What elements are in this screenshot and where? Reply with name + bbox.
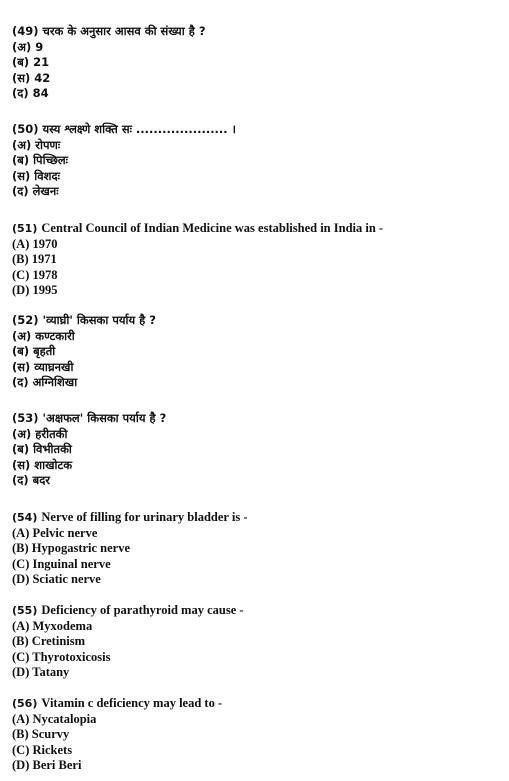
option-b: (B) Cretinism	[12, 634, 86, 648]
question-50	[12, 122, 502, 200]
question-text: 'अक्षफल' किसका पर्याय है ?	[42, 411, 167, 425]
question-56	[12, 696, 502, 774]
option-d: (द) लेखनः	[12, 184, 59, 198]
option-d: (द) अग्निशिखा	[12, 375, 78, 389]
question-stem	[12, 603, 502, 619]
option-c: (स) 42	[12, 70, 51, 85]
question-text: चरक के अनुसार आसव की संख्या है ?	[42, 24, 206, 38]
option-d: (D) Tatany	[12, 665, 70, 679]
question-text: यस्य श्लक्ष्णे शक्ति सः ..................... ।	[42, 122, 237, 136]
question-stem	[12, 510, 502, 526]
question-52	[12, 313, 502, 391]
option-a: (A) Myxodema	[12, 618, 93, 633]
option-a: (A) Pelvic nerve	[12, 525, 98, 540]
option-a: (A) 1970	[12, 236, 58, 251]
question-49	[12, 24, 502, 102]
question-stem	[12, 411, 502, 427]
option-d: (द) बदर	[12, 473, 50, 487]
option-c: (C) 1978	[12, 267, 58, 282]
option-c: (स) व्याघ्रनखी	[12, 359, 74, 374]
question-number: (49)	[12, 24, 39, 38]
option-a: (A) Nycatalopia	[12, 711, 97, 726]
option-d: (D) Beri Beri	[12, 758, 82, 772]
question-number: (56)	[12, 697, 38, 710]
option-b: (ब) बृहती	[12, 344, 56, 358]
question-54	[12, 510, 502, 588]
question-number: (51)	[12, 222, 38, 235]
option-d: (द) 84	[12, 86, 49, 100]
question-number: (53)	[12, 411, 39, 425]
option-a: (अ) 9	[12, 39, 44, 54]
question-text: Nerve of filling for urinary bladder is -	[41, 510, 248, 524]
option-b: (B) 1971	[12, 252, 57, 266]
question-stem	[12, 24, 502, 40]
question-53	[12, 411, 502, 489]
option-b: (ब) विभीतकी	[12, 442, 72, 456]
question-stem	[12, 122, 502, 138]
option-b: (B) Hypogastric nerve	[12, 541, 131, 555]
option-c: (स) विशदः	[12, 168, 60, 183]
option-c: (स) शाखोटक	[12, 457, 73, 472]
question-stem	[12, 696, 502, 712]
question-text: Deficiency of parathyroid may cause -	[41, 603, 244, 617]
question-number: (52)	[12, 313, 39, 327]
question-51	[12, 221, 502, 299]
option-b: (ब) 21	[12, 55, 50, 69]
question-55	[12, 603, 502, 681]
option-d: (D) 1995	[12, 283, 58, 297]
option-a: (अ) हरीतकी	[12, 426, 68, 441]
question-number: (50)	[12, 122, 39, 136]
question-stem	[12, 313, 502, 329]
option-b: (B) Scurvy	[12, 727, 70, 741]
option-c: (C) Rickets	[12, 742, 73, 757]
option-d: (D) Sciatic nerve	[12, 572, 101, 586]
option-a: (अ) कण्टकारी	[12, 328, 75, 343]
question-number: (54)	[12, 511, 38, 524]
question-text: Vitamin c deficiency may lead to -	[41, 696, 223, 710]
question-stem	[12, 221, 502, 237]
question-text: Central Council of Indian Medicine was established in India in -	[41, 221, 384, 235]
option-c: (C) Thyrotoxicosis	[12, 649, 111, 664]
option-c: (C) Inguinal nerve	[12, 556, 111, 571]
question-number: (55)	[12, 604, 38, 617]
option-b: (ब) पिच्छिलः	[12, 153, 68, 167]
question-text: 'व्याघ्री' किसका पर्याय है ?	[42, 313, 156, 327]
option-a: (अ) रोपणः	[12, 137, 61, 152]
